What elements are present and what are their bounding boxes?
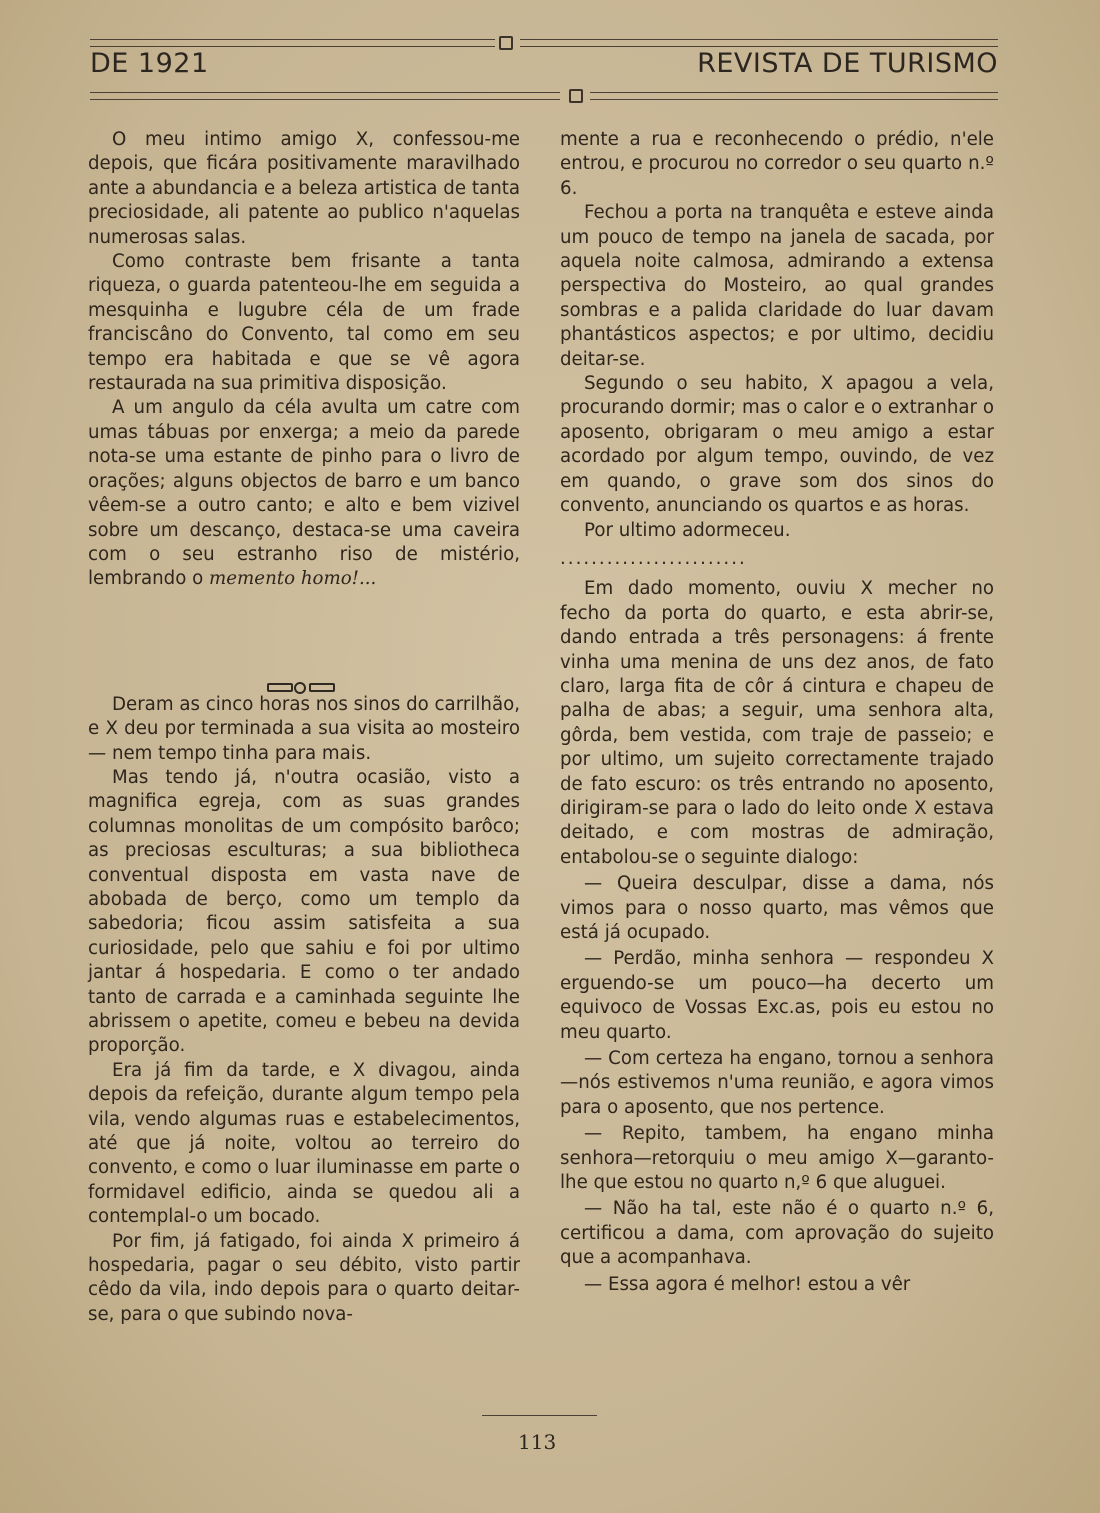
footer-rule — [482, 1415, 597, 1416]
memento-homo: memento homo!... — [209, 568, 377, 590]
paragraph: Como contraste bem frisante a tanta riqueza, o guarda patenteou-lhe em seguida a mesquinha e lugubre céla de um frade franciscâno do Convento, tal como em seu tempo era habitada e que se vê agora restaurada na sua primitiva disposição. — [88, 251, 520, 395]
paragraph: Era já fim da tarde, e X divagou, ainda depois da refeição, durante algum tempo pela vila, vendo algumas ruas e estabelecimentos, até que já noite, voltou ao terreiro do convento, e como o luar iluminasse em parte o formidavel edificio, ainda se quedou ali a contemplal-o um bocado. — [88, 1059, 520, 1228]
rule-line — [590, 92, 998, 100]
dialogue-line: — Perdão, minha senhora — respondeu X erguendo-se um pouco—ha decerto um equivoco de Vossas Exc.as, pois eu estou no meu quarto. — [560, 948, 994, 1043]
rule-ornament-box — [499, 36, 513, 50]
rule-line — [90, 92, 560, 100]
right-column — [560, 128, 994, 1297]
header-year: DE 1921 — [90, 48, 209, 79]
page-number: 113 — [518, 1430, 557, 1454]
paragraph: O meu intimo amigo X, confessou-me depois, que ficára positivamente maravilhado ante a abundancia e a beleza artistica de tanta preciosidade, ali patente ao publico n'aquelas numerosas salas. — [88, 129, 520, 248]
dialogue-line: — Queira desculpar, disse a dama, nós vimos para o nosso quarto, mas vêmos que está já ocupado. — [560, 873, 994, 943]
paragraph: mente a rua e reconhecendo o prédio, n'ele entrou, e procurou no corredor o seu quarto n.º 6. — [560, 129, 994, 199]
rule-line — [90, 39, 495, 47]
ornament-bar — [309, 683, 335, 692]
ornament-spacer — [88, 592, 520, 693]
dotted-separator: ........................ — [560, 547, 747, 569]
paragraph: Segundo o seu habito, X apagou a vela, procurando dormir; mas o calor e o extranhar o aposento, obrigaram o meu amigo a estar acordado por algum tempo, ouvindo, de vez em quando, o grave som dos sinos do convento, anunciando os quartos e as horas. — [560, 373, 994, 517]
dialogue-line: — Repito, tambem, ha engano minha senhora—retorquiu o meu amigo X—garanto-lhe que estou no quarto n,º 6 que aluguei. — [560, 1123, 994, 1194]
paragraph-text: A um angulo da céla avulta um catre com umas tábuas por enxerga; a meio da parede nota-se uma estante de pinho para o livro de orações; alguns objectos de barro e um banco vêem-se a outro canto; e alto e bem vizivel sobre um descanço, destaca-se uma caveira com o seu estranho riso de mistério, lembrando o — [88, 397, 520, 590]
paragraph: Por ultimo adormeceu. — [584, 519, 791, 541]
paragraph: Por fim, já fatigado, foi ainda X primeiro á hospedaria, pagar o seu débito, visto partir cêdo da vila, indo depois para o quarto deitar-se, para o que subindo nova- — [88, 1230, 520, 1325]
paragraph: Fechou a porta na tranquêta e esteve ainda um pouco de tempo na janela de sacada, por aquela noite calmosa, admirando a extensa perspectiva do Mosteiro, ao qual grandes sombras e a palida claridade do luar davam phantásticos aspectos; e por ultimo, decidiu deitar-se. — [560, 202, 994, 370]
dialogue-line: — Essa agora é melhor! estou a vêr — [584, 1273, 911, 1295]
ornament-bar — [267, 683, 293, 692]
paragraph: Deram as cinco horas nos sinos do carrilhão, e X deu por terminada a sua visita ao mosteiro — nem tempo tinha para mais. — [88, 693, 521, 764]
ornament-dot — [294, 682, 306, 694]
paragraph-with-memento — [88, 396, 520, 591]
rule-ornament-box — [569, 89, 583, 103]
paragraph: Em dado momento, ouviu X mecher no fecho da porta do quarto, e esta abrir-se, dando entrada a três personagens: á frente vinha uma menina de uns dez anos, de fato claro, larga fita de côr á cintura e chapeu de palha de abas; a seguir, uma senhora alta, gôrda, bem vestida, com traje de passeio; e por ultimo, um sujeito correctamente trajado de fato escuro: os três entrando no aposento, dirigiram-se para o lado do leito onde X estava deitado, e com mostras de admiração, entabolou-se o seguinte dialogo: — [560, 578, 994, 868]
dialogue-line: — Não ha tal, este não é o quarto n.º 6, certificou a dama, com aprovação do sujeito que a acompanhava. — [560, 1198, 994, 1269]
section-ornament — [267, 682, 337, 692]
left-column — [88, 128, 520, 1327]
top-rule — [90, 37, 998, 47]
dialogue-line: — Com certeza ha engano, tornou a senhora—nós estivemos n'uma reunião, e agora vimos para o aposento, que nos pertence. — [560, 1048, 994, 1118]
header-bottom-rule — [90, 90, 998, 100]
paragraph: Mas tendo já, n'outra ocasião, visto a magnifica egreja, com as suas grandes columnas monolitas de um compósito barôco; as preciosas esculturas; a sua bibliotheca conventual disposta em vasta nave de abobada de berço, como um templo da sabedoria; ficou assim satisfeita a sua curiosidade, pelo que sahiu e foi por ultimo jantar á hospedaria. E como o ter andado tanto de carrada e a caminhada seguinte lhe abrissem o apetite, comeu e bebeu na devida proporção. — [88, 766, 520, 1057]
rule-line — [520, 39, 998, 47]
header-magazine-title: REVISTA DE TURISMO — [697, 48, 998, 79]
